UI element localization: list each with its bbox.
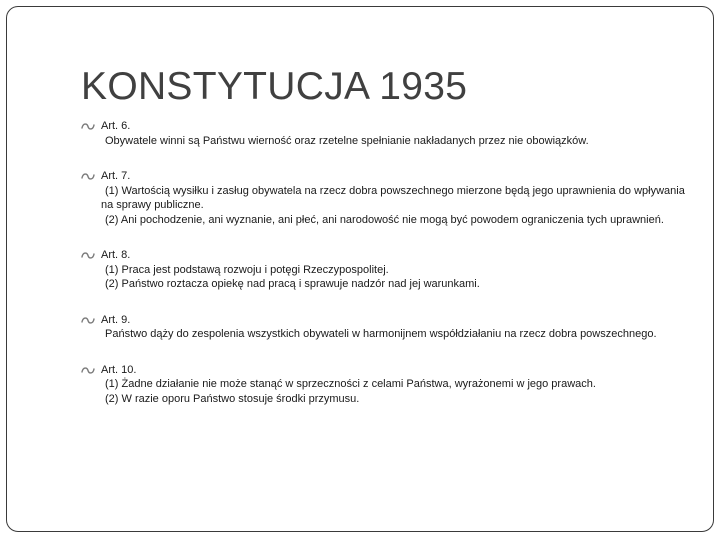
article-paragraph: (2) W razie oporu Państwo stosuje środki przymusu.: [105, 392, 360, 405]
article-title: Art. 10.: [101, 363, 137, 376]
article-paragraph: (2) Państwo roztacza opiekę nad pracą i sprawuje nadzór nad jej warunkami.: [105, 278, 480, 290]
article-title: Art. 6.: [101, 120, 131, 132]
article-paragraph: (2) Ani pochodzenie, ani wyznanie, ani płeć, ani narodowość nie mogą być powodem ograniczenia tych uprawnień.: [105, 213, 664, 226]
article-paragraph: Państwo dąży do zespolenia wszystkich obywateli w harmonijnem współdziałaniu na rzecz dobra powszechnego.: [105, 328, 657, 340]
article-title: Art. 9.: [101, 313, 131, 326]
curl-bullet-icon: [81, 366, 95, 375]
article-paragraph: (1) Wartością wysiłku i zasług obywatela na rzecz dobra powszechnego mierzone będą jego uprawnienia do wpływania na sprawy publiczne.: [101, 184, 685, 211]
article-item: [81, 169, 691, 227]
article-title: Art. 7.: [101, 170, 131, 182]
curl-bullet-icon: [81, 316, 95, 325]
slide-title: KONSTYTUCJA 1935: [81, 65, 468, 108]
article-item: [81, 363, 691, 407]
article-paragraph: (1) Żadne działanie nie może stanąć w sprzeczności z celami Państwa, wyrażonemi w jego prawach.: [105, 378, 596, 390]
slide: [6, 6, 714, 532]
article-paragraph: Obywatele winni są Państwu wierność oraz rzetelne spełnianie nakładanych przez nie obowiązków.: [105, 134, 589, 147]
article-title: Art. 8.: [101, 249, 131, 261]
article-item: [81, 313, 691, 342]
curl-bullet-icon: [81, 172, 95, 181]
article-item: [81, 248, 691, 292]
curl-bullet-icon: [81, 122, 95, 131]
article-paragraph: (1) Praca jest podstawą rozwoju i potęgi Rzeczypospolitej.: [105, 263, 389, 276]
curl-bullet-icon: [81, 251, 95, 260]
article-list: [81, 119, 691, 427]
article-item: [81, 119, 691, 148]
